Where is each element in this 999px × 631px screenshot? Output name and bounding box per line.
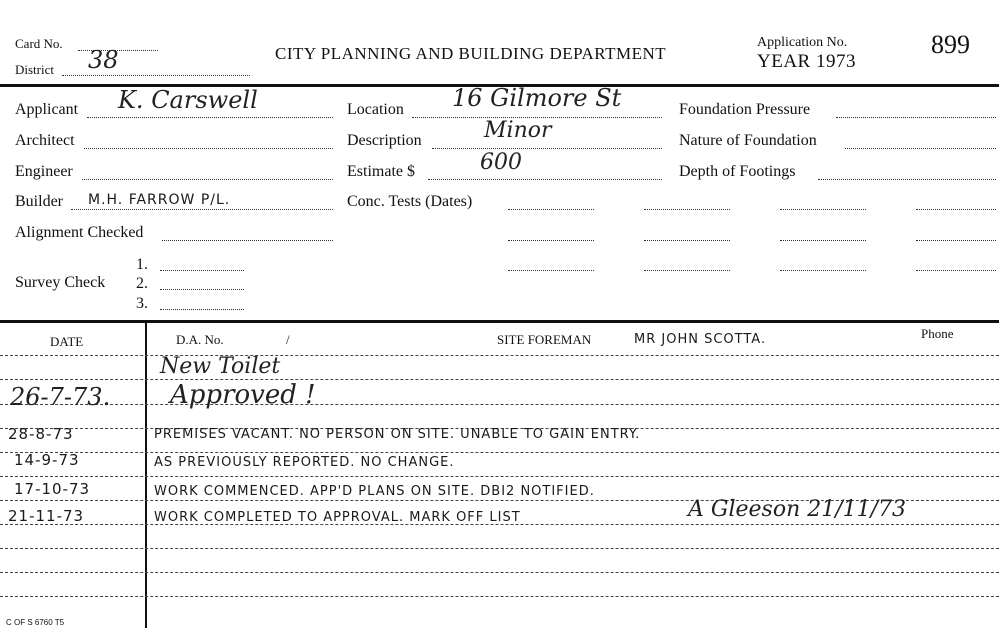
foundation-pressure-label: Foundation Pressure (679, 101, 811, 118)
estimate-value: 600 (480, 150, 522, 175)
conc-test-line (644, 270, 730, 271)
builder-line (71, 209, 333, 210)
conc-test-line (644, 209, 730, 210)
log-entry-text: Approved ! (170, 380, 316, 410)
conc-test-line (780, 270, 866, 271)
log-rule (0, 476, 999, 477)
estimate-label: Estimate $ (347, 163, 415, 180)
log-entry-text: AS PREVIOUSLY REPORTED. NO CHANGE. (154, 455, 455, 470)
log-entry-date: 28-8-73 (8, 425, 74, 443)
log-entry-text: PREMISES VACANT. NO PERSON ON SITE. UNABLE TO GAIN ENTRY. (154, 427, 641, 442)
log-entry-date: 17-10-73 (14, 480, 91, 498)
survey-2-line (160, 289, 244, 290)
engineer-label: Engineer (15, 163, 73, 180)
builder-label: Builder (15, 193, 63, 210)
conc-test-line (508, 209, 594, 210)
date-header: DATE (50, 334, 84, 349)
district-value: 38 (88, 46, 119, 74)
survey-label: Survey Check (15, 274, 106, 291)
inspector-signature: A Gleeson 21/11/73 (688, 497, 907, 522)
conc-test-line (916, 240, 996, 241)
conc-test-line (916, 270, 996, 271)
conc-tests-label: Conc. Tests (Dates) (347, 193, 473, 210)
log-entry-text: New Toilet (160, 354, 281, 379)
conc-test-line (508, 240, 594, 241)
log-rule (0, 548, 999, 549)
location-label: Location (347, 101, 404, 118)
survey-3: 3. (136, 295, 148, 312)
architect-line (84, 148, 333, 149)
log-entry-date: 26-7-73. (10, 383, 111, 411)
applicant-line (87, 117, 333, 118)
department-title: CITY PLANNING AND BUILDING DEPARTMENT (275, 44, 667, 63)
nature-foundation-line (845, 148, 996, 149)
estimate-line (428, 179, 662, 180)
site-foreman-value: MR JOHN SCOTTA. (634, 332, 767, 347)
foundation-pressure-line (836, 117, 996, 118)
da-label: D.A. No. (176, 332, 224, 347)
application-label: Application No. (757, 35, 848, 50)
da-slash: / (286, 332, 290, 347)
log-rule (0, 452, 999, 453)
description-line (432, 148, 662, 149)
alignment-label: Alignment Checked (15, 224, 144, 241)
applicant-value: K. Carswell (118, 86, 258, 114)
alignment-line (162, 240, 333, 241)
conc-test-line (916, 209, 996, 210)
survey-1: 1. (136, 256, 148, 273)
log-rule (0, 379, 999, 380)
description-value: Minor (484, 118, 552, 143)
depth-footings-line (818, 179, 996, 180)
conc-test-line (644, 240, 730, 241)
year-label: YEAR 1973 (757, 51, 856, 72)
log-entry-date: 21-11-73 (8, 507, 85, 525)
log-entry-text: WORK COMMENCED. APP'D PLANS ON SITE. DBI2 NOTIFIED. (154, 484, 595, 499)
nature-foundation-label: Nature of Foundation (679, 132, 817, 149)
conc-test-line (780, 240, 866, 241)
log-entry-text: WORK COMPLETED TO APPROVAL. MARK OFF LIST (154, 510, 521, 525)
form-code: C OF S 6760 T5 (6, 618, 65, 627)
conc-test-line (780, 209, 866, 210)
builder-value: M.H. FARROW P/L. (88, 192, 231, 208)
survey-2: 2. (136, 275, 148, 292)
applicant-label: Applicant (15, 101, 79, 118)
architect-label: Architect (15, 132, 75, 149)
card-no-label: Card No. (15, 36, 63, 51)
location-value: 16 Gilmore St (452, 84, 622, 112)
application-number: 899 (931, 30, 970, 59)
log-entry-date: 14-9-73 (14, 451, 80, 469)
conc-test-line (508, 270, 594, 271)
depth-footings-label: Depth of Footings (679, 163, 796, 180)
log-top-border (0, 320, 999, 323)
log-rule (0, 355, 999, 356)
phone-label: Phone (921, 326, 954, 341)
district-line (62, 75, 250, 76)
log-rule (0, 572, 999, 573)
survey-3-line (160, 309, 244, 310)
log-rule (0, 596, 999, 597)
log-rule (0, 404, 999, 405)
engineer-line (82, 179, 333, 180)
description-label: Description (347, 132, 422, 149)
site-foreman-label: SITE FOREMAN (497, 332, 592, 347)
survey-1-line (160, 270, 244, 271)
district-label: District (15, 62, 54, 77)
